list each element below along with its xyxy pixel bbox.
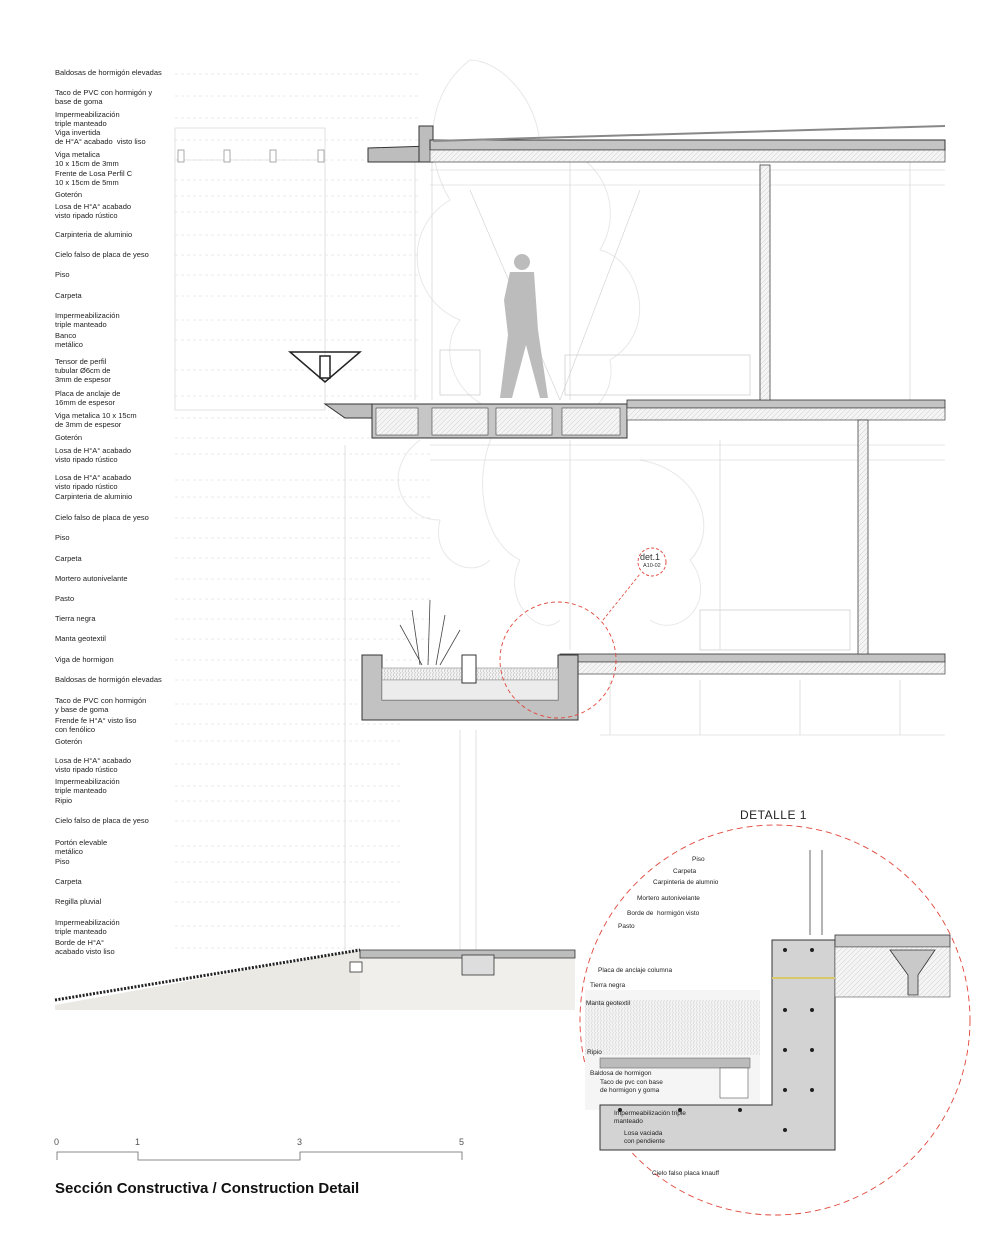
annotation-label: Viga metalica 10 x 15cm de 3mm [55, 150, 119, 168]
detail-label: Cielo falso placa knauff [652, 1170, 720, 1177]
annotation-label: Impermeabilización triple manteado [55, 311, 120, 329]
roof-slab [368, 125, 945, 162]
detail-label: Piso [692, 856, 705, 863]
annotation-label: Losa de H°A° acabado visto ripado rústico [55, 473, 132, 491]
annotation-label: Ripio [55, 796, 73, 805]
person-silhouette [500, 254, 548, 398]
detail-label: Impermeabilización triple manteado [614, 1110, 686, 1125]
annotation-label: Impermeabilización triple manteado [55, 918, 120, 936]
annotation-label: Taco de PVC con hormigón y base de goma [55, 696, 147, 714]
annotation-label: Placa de anclaje de 16mm de espesor [55, 389, 121, 407]
annotation-label: Piso [55, 270, 70, 279]
annotation-label: Losa de H°A° acabado visto ripado rústico [55, 446, 132, 464]
scale-bar [57, 1152, 462, 1160]
annotation-label: Baldosas de hormigón elevadas [55, 68, 162, 77]
detail-title: DETALLE 1 [740, 808, 807, 822]
annotation-label: Cielo falso de placa de yeso [55, 250, 149, 259]
detail-label: Borde de hormigón visto [627, 910, 700, 917]
annotation-label: Manta geotextil [55, 634, 106, 643]
detail-label: Pasto [618, 923, 635, 930]
annotation-label: Carpinteria de aluminio [55, 230, 133, 239]
annotation-label: Baldosas de hormigón elevadas [55, 675, 162, 684]
annotation-label: Losa de H°A° acabado visto ripado rústico [55, 202, 132, 220]
annotation-label: Frente de Losa Perfil C 10 x 15cm de 5mm [55, 169, 133, 187]
annotation-label: Viga de hormigon [55, 655, 114, 664]
annotation-label: Regilla pluvial [55, 897, 102, 906]
annotation-label: Goterón [55, 190, 83, 199]
detail-tag-name: det.1 [640, 552, 661, 562]
annotation-label: Goterón [55, 433, 83, 442]
annotation-label: Carpinteria de aluminio [55, 492, 133, 501]
annotation-label: Borde de H°A° acabado visto liso [55, 938, 115, 956]
annotation-label: Impermeabilización triple manteado [55, 777, 120, 795]
drawing-title: Sección Constructiva / Construction Detail [55, 1180, 360, 1197]
lower-slab [560, 654, 945, 674]
detail-label: Placa de anclaje columna [598, 967, 673, 974]
annotation-label: Banco metálico [55, 331, 83, 349]
leader-lines [175, 74, 430, 948]
scale-tick-label: 3 [297, 1137, 303, 1147]
detail-label: Ripio [587, 1049, 602, 1056]
annotation-label: Taco de PVC con hormigón y base de goma [55, 88, 153, 106]
annotation-label: Carpeta [55, 291, 82, 300]
detail-label: Baldosa de hormigon [590, 1070, 652, 1077]
detail-label: Manta geotextil [586, 1000, 631, 1007]
detail-tag-sheet: A10-02 [643, 563, 661, 569]
structure-lines [175, 128, 945, 950]
annotation-label: Viga invertida de H°A° acabado visto liso [55, 128, 146, 146]
detail-label: Carpeta [673, 868, 697, 875]
annotation-label: Piso [55, 857, 70, 866]
annotation-label: Carpeta [55, 554, 82, 563]
annotation-label: Cielo falso de placa de yeso [55, 816, 149, 825]
annotation-label: Portón elevable metálico [55, 838, 108, 856]
steel-bracket [290, 352, 360, 382]
annotation-label: Mortero autonivelante [55, 574, 128, 583]
annotation-label: Goterón [55, 737, 83, 746]
annotation-label: Viga metalica 10 x 15cm de 3mm de espesor [55, 411, 137, 429]
detail-label: Losa vaciada con pendiente [624, 1130, 665, 1145]
detail-drawing [580, 825, 970, 1215]
planter-box [362, 600, 578, 720]
detail-label: Mortero autonivelante [637, 895, 700, 902]
scale-tick-label: 0 [54, 1137, 60, 1147]
detail-label: Carpinteria de alumnio [653, 879, 719, 886]
annotation-label: Losa de H°A° acabado visto ripado rústico [55, 756, 132, 774]
middle-slab [325, 400, 945, 438]
annotation-label: Impermeabilización triple manteado [55, 110, 120, 128]
detail-label: Taco de pvc con base de hormigon y goma [600, 1079, 663, 1094]
annotation-label: Carpeta [55, 877, 82, 886]
annotation-label: Tierra negra [55, 614, 96, 623]
annotation-label: Tensor de perfil tubular Ø6cm de 3mm de espesor [55, 357, 111, 384]
annotation-label: Frende fe H°A° visto liso con fenólico [55, 716, 137, 734]
scale-tick-label: 5 [459, 1137, 465, 1147]
annotation-label: Piso [55, 533, 70, 542]
detail-label: Tierra negra [590, 982, 626, 989]
scale-tick-label: 1 [135, 1137, 141, 1147]
annotation-label: Pasto [55, 594, 75, 603]
annotation-label: Cielo falso de placa de yeso [55, 513, 149, 522]
ground [55, 950, 575, 1010]
